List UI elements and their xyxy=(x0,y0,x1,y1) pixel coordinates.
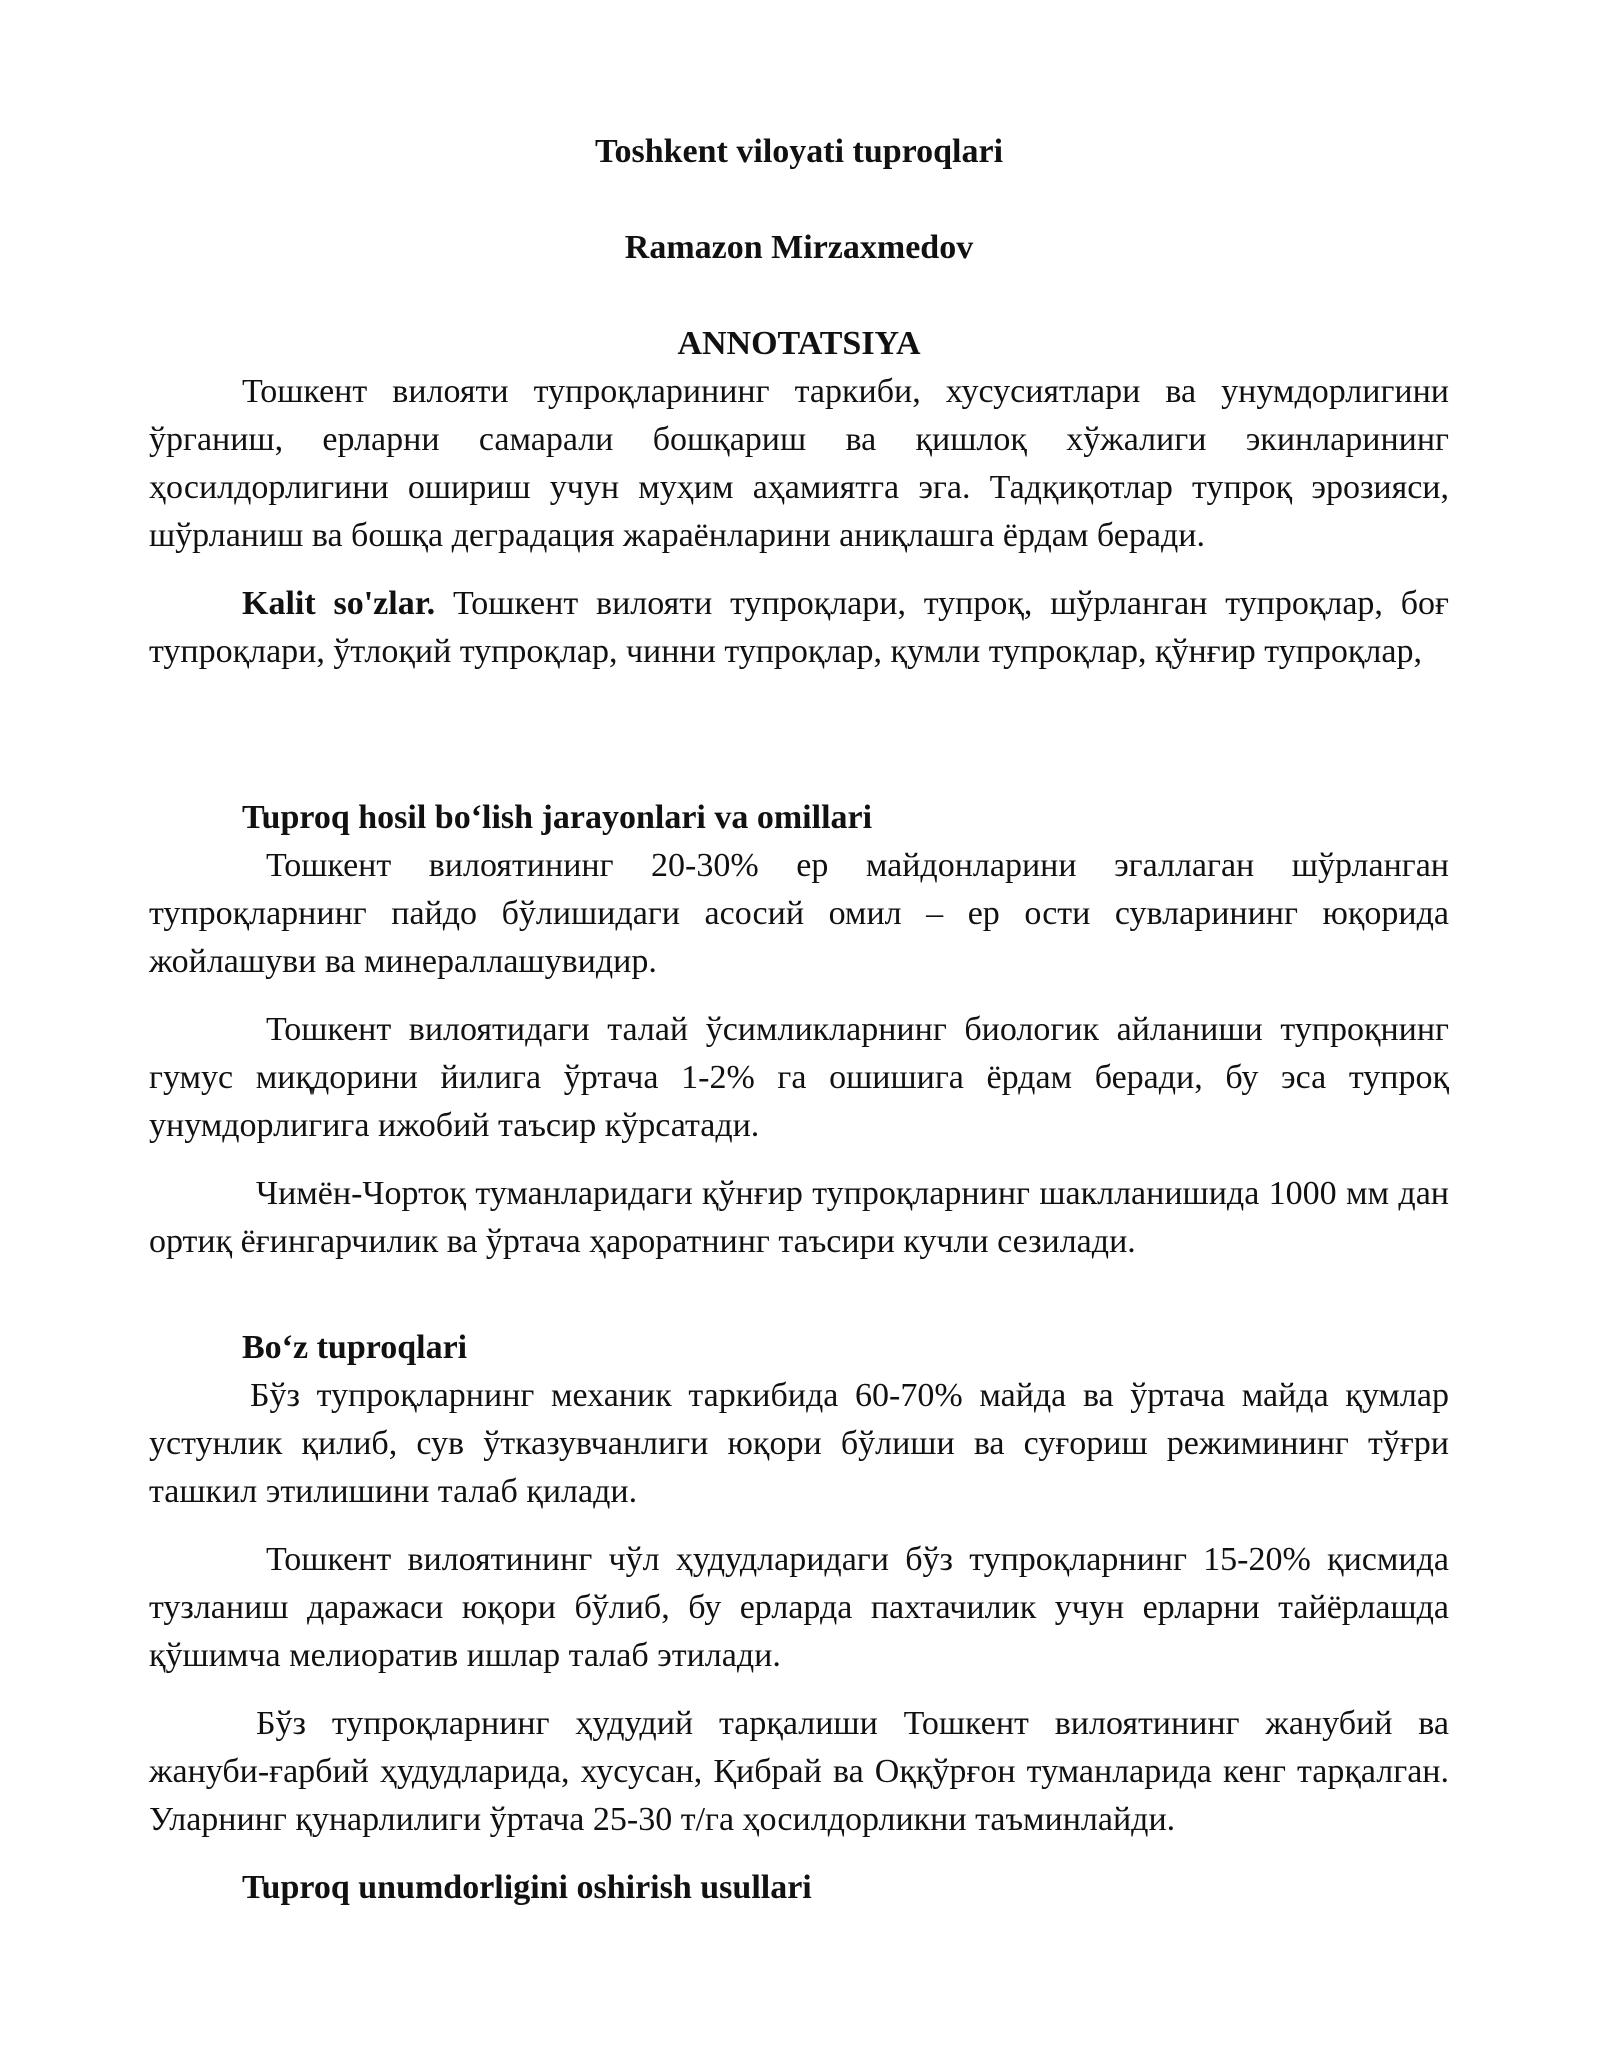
document-title: Toshkent viloyati tuproqlari xyxy=(594,133,1004,170)
formation-paragraph-2: Тошкент вилоятидаги талай ўсимликларнинг биологик айланиши тупроқнинг гумус миқдорини йилига ўртача 1-2% га ошишига ёрдам беради, бу эса тупроқ унумдорлигига ижобий таъсир кўрсатади. xyxy=(149,1011,1449,1144)
author-name: Ramazon Mirzaxmedov xyxy=(624,229,974,266)
boz-paragraph-3: Бўз тупроқларнинг ҳудудий тарқалиши Тошкент вилоятининг жанубий ва жануби-ғарбий ҳудудларида, хусусан, Қибрай ва Оққўрғон туманларида кенг тарқалган. Уларнинг қунарлилиги ўртача 25-30 т/га ҳосилдорликни таъминлайди. xyxy=(149,1705,1449,1838)
annotation-paragraph: Тошкент вилояти тупроқларининг таркиби, хусусиятлари ва унумдорлигини ўрганиш, ерларни самарали бошқариш ва қишлоқ хўжалиги экинларининг ҳосилдорлигини ошириш учун муҳим аҳамиятга эга. Тадқиқотлар тупроқ эрозияси, шўрланиш ва бошқа деградация жараёнларини аниқлашга ёрдам беради. xyxy=(149,373,1449,554)
section-heading-fertility: Tuproq unumdorligini oshirish usullari xyxy=(242,1869,812,1906)
boz-paragraph-2: Тошкент вилоятининг чўл ҳудудларидаги бўз тупроқларнинг 15-20% қисмида тузланиш даражаси юқори бўлиб, бу ерларда пахтачилик учун ерларни тайёрлашда қўшимча мелиоратив ишлар талаб этилади. xyxy=(149,1541,1449,1674)
section-heading-boz-soils: Boʻz tuproqlari xyxy=(242,1329,468,1366)
keywords-label: Kalit so'zlar. xyxy=(242,585,436,622)
boz-paragraph-1: Бўз тупроқларнинг механик таркибида 60-70% майда ва ўртача майда қумлар устунлик қилиб, сув ўтказувчанлиги юқори бўлиши ва суғориш режимининг тўғри ташкил этилишини талаб қилади. xyxy=(149,1377,1449,1510)
section-heading-formation: Tuproq hosil boʻlish jarayonlari va omillari xyxy=(242,799,873,836)
formation-paragraph-3: Чимён-Чортоқ туманларидаги қўнғир тупроқларнинг шаклланишида 1000 мм дан ортиқ ёғингарчилик ва ўртача ҳароратнинг таъсири кучли сезилади. xyxy=(149,1175,1449,1260)
annotation-heading: ANNOTATSIYA xyxy=(677,325,921,362)
formation-paragraph-1: Тошкент вилоятининг 20-30% ер майдонларини эгаллаган шўрланган тупроқларнинг пайдо бўлишидаги асосий омил – ер ости сувларининг юқорида жойлашуви ва минераллашувидир. xyxy=(149,847,1449,980)
document-page xyxy=(149,128,1449,1912)
keywords-text: Тошкент вилояти тупроқлари, тупроқ, шўрланган тупроқлар, боғ тупроқлари, ўтлоқий тупроқлар, чинни тупроқлар, қумли тупроқлар, қўнғир тупроқлар, xyxy=(149,585,1449,670)
keywords-paragraph xyxy=(149,580,1449,676)
